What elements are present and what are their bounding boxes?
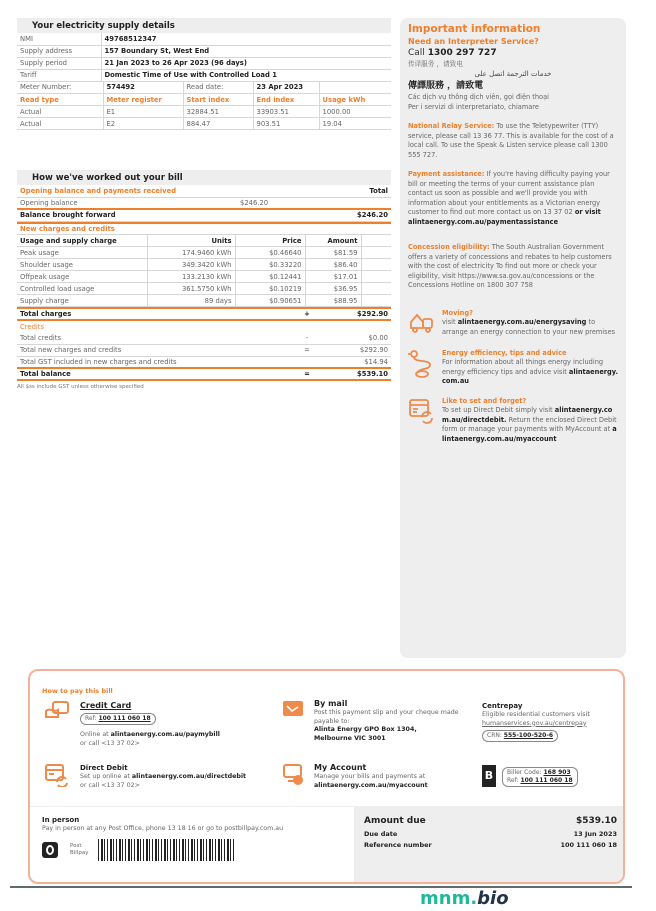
tip-energy-efficiency (408, 349, 618, 387)
tip-link[interactable]: alintaenergy.com.au/myaccount (442, 425, 617, 443)
direct-debit-phone: or call <13 37 02> (80, 781, 140, 789)
cell: $0.90651 (235, 295, 305, 307)
cell: Total GST included in new charges and credits (17, 356, 287, 368)
total-balance-value: $539.10 (327, 368, 391, 380)
cell: $17.01 (305, 271, 361, 283)
tip-text: For information about all things energy including energy efficiency tips and advice visit (442, 358, 604, 376)
supply-details-table (17, 33, 391, 82)
relay-title: National Relay Service: (408, 122, 495, 130)
meter-number-value: 574492 (103, 82, 183, 94)
call-prefix: Call (408, 48, 425, 58)
bill-calculation-heading: How we've worked out your bill (17, 170, 391, 185)
table-row (17, 197, 391, 209)
total-header: Total (327, 185, 391, 197)
total-balance-row (17, 368, 391, 380)
table-header-row (17, 320, 391, 332)
charge-columns-row (17, 235, 391, 247)
tip-title: Moving? (442, 308, 473, 317)
credit-card-option (44, 701, 269, 748)
cell: E1 (103, 106, 183, 118)
cell: 33903.51 (253, 106, 319, 118)
tip-direct-debit (408, 397, 618, 445)
relay-text: To use the Teletypewriter (TTY) service, please call 13 36 77. This is available for the cost of a local call. To use the Speak & Listen service please call 1300 555 727. (408, 122, 614, 159)
bpay-logo: B (482, 765, 496, 787)
column-header: Read type (17, 94, 103, 106)
by-mail-option (282, 699, 470, 743)
watermark-part1: mnm. (420, 888, 478, 909)
directdebit-link[interactable]: alintaenergy.com.au/directdebit (131, 773, 247, 780)
charge-row (17, 271, 391, 283)
in-person-option (42, 815, 342, 861)
column-header: End index (253, 94, 319, 106)
operator: = (287, 344, 327, 356)
tip-link[interactable]: alintaenergy.com.au (442, 367, 618, 385)
column-header: Price (235, 235, 305, 247)
cell: 32884.51 (183, 106, 253, 118)
credit-row (17, 344, 391, 356)
brought-forward-label: Balance brought forward (17, 209, 237, 221)
row-label: Tariff (17, 69, 101, 81)
concession-text: The South Australian Government offers a variety of concessions and rebates to help customers with the cost of electricity To find out more or check your eligibility, visit https://www.sa.gov.au/concessions or the Concessions Hotline on 1800 307 758 (408, 243, 612, 289)
tip-title: Energy efficiency, tips and advice (442, 348, 567, 357)
empty-cell (361, 295, 391, 307)
empty-cell (361, 283, 391, 295)
cell: Total new charges and credits (17, 344, 287, 356)
by-mail-title: By mail (314, 699, 348, 708)
cell: $36.95 (305, 283, 361, 295)
credit-card-icon (44, 701, 70, 719)
plug-icon (408, 349, 442, 387)
supply-address-value: 157 Boundary St, West End (101, 45, 391, 57)
meter-number-label: Meter Number: (17, 82, 103, 94)
tip-link[interactable]: alintaenergy.com.au/energysaving (457, 318, 587, 326)
cell: Controlled load usage (17, 283, 147, 295)
biller-code: 168 903 (543, 769, 571, 776)
cell: Shoulder usage (17, 259, 147, 271)
crn-label: CRN: (487, 732, 502, 739)
moving-truck-icon (408, 309, 442, 339)
opening-header: Opening balance and payments received (17, 185, 237, 197)
my-account-icon (282, 763, 306, 787)
cell: $0.00 (327, 332, 391, 344)
cell: 361.5750 kWh (147, 283, 235, 295)
opening-balance-label: Opening balance (17, 197, 237, 209)
empty-cell (361, 247, 391, 259)
my-account-title: My Account (314, 763, 367, 772)
amount-due-row (364, 815, 617, 827)
cell: Actual (17, 118, 103, 130)
direct-debit-text: Set up online at (80, 773, 130, 780)
my-account-text: Manage your bills and payments at (314, 773, 426, 780)
empty-cell (319, 82, 391, 94)
empty-cell (237, 209, 327, 221)
watermark (420, 889, 509, 909)
payment-assistance-title: Payment assistance: (408, 170, 485, 178)
direct-debit-option (44, 763, 269, 790)
important-info-panel (400, 18, 626, 658)
due-date-label: Due date (364, 830, 398, 838)
reference-value: 100 111 060 18 (560, 841, 617, 849)
opening-balance-table (17, 185, 391, 222)
by-mail-text: Post this payment slip and your cheque made payable to: (314, 709, 459, 725)
table-row (17, 106, 391, 118)
cell: 133.2130 kWh (147, 271, 235, 283)
vietnamese-text: Các dịch vụ thông dịch viên, gọi điện thoại (408, 93, 549, 101)
row-label: Supply address (17, 45, 101, 57)
operator: = (287, 368, 327, 380)
cell: Peak usage (17, 247, 147, 259)
info-title: Important information (408, 23, 541, 35)
concession-paragraph (408, 243, 618, 291)
read-date-label: Read date: (183, 82, 253, 94)
due-date-value: 13 Jun 2023 (573, 830, 617, 838)
mail-address-line1: Alinta Energy GPO Box 1304, (314, 726, 417, 733)
slip-bottom-section (30, 806, 623, 884)
supply-details-heading: Your electricity supply details (17, 18, 391, 33)
cell: 884.47 (183, 118, 253, 130)
row-label: NMI (17, 33, 101, 45)
chinese-traditional: 傳譯服務 ，請致電 (408, 81, 484, 91)
crn-value: 555-100-520-6 (503, 732, 554, 739)
charge-row (17, 259, 391, 271)
postbillpay-label: Post (70, 842, 82, 849)
reference-label: Reference number (364, 841, 432, 849)
relay-service-paragraph (408, 122, 618, 160)
cell: Total credits (17, 332, 287, 344)
column-header: Meter register (103, 94, 183, 106)
brought-forward-value: $246.20 (327, 209, 391, 221)
concession-title: Concession eligibility: (408, 243, 490, 251)
supply-period-value: 21 Jan 2023 to 26 Apr 2023 (96 days) (101, 57, 391, 69)
opening-balance-value: $246.20 (237, 197, 327, 209)
table-header-row (17, 94, 391, 106)
column-header: Amount (305, 235, 361, 247)
table-row (17, 118, 391, 130)
total-balance-label: Total balance (17, 368, 287, 380)
due-date-row (364, 830, 617, 839)
tip-title: Like to set and forget? (442, 396, 527, 405)
reference-row (364, 841, 617, 850)
arabic-text: خدمات الترجمة اتصل على (474, 70, 552, 78)
empty-cell (361, 271, 391, 283)
payment-slip (28, 669, 625, 884)
bottom-divider (10, 886, 632, 888)
charge-row (17, 283, 391, 295)
cell: 903.51 (253, 118, 319, 130)
total-charges-row (17, 308, 391, 320)
gst-footnote: All $ss include GST unless otherwise specified (17, 384, 144, 390)
table-row (17, 82, 391, 94)
bpay-ref-label: Ref: (507, 777, 519, 784)
cell: $88.95 (305, 295, 361, 307)
tip-text: visit (442, 318, 456, 326)
tip-link[interactable]: alintaenergy.com.au/directdebit. (442, 406, 613, 424)
bill-calculation-section (17, 170, 391, 390)
table-row (17, 57, 391, 69)
cell: $86.40 (305, 259, 361, 271)
bpay-option (482, 765, 620, 787)
totals-table (17, 307, 391, 381)
cell: E2 (103, 118, 183, 130)
bpay-ref: 100 111 060 18 (520, 777, 573, 784)
table-row (17, 45, 391, 57)
centrepay-option (482, 701, 620, 742)
cell: $0.12441 (235, 271, 305, 283)
in-person-text: Pay in person at any Post Office, phone 13 18 16 or go to postbillpay.com.au (42, 825, 284, 832)
interpreter-call (408, 47, 618, 59)
amount-due-value: $539.10 (576, 816, 617, 826)
centrepay-title: Centrepay (482, 702, 523, 710)
cell: Supply charge (17, 295, 147, 307)
cell: Offpeak usage (17, 271, 147, 283)
my-account-option (282, 763, 470, 790)
mail-icon (282, 699, 306, 719)
credit-row (17, 356, 391, 368)
meter-reads-table (17, 82, 391, 131)
cell: $0.10219 (235, 283, 305, 295)
empty-cell (361, 259, 391, 271)
charge-row (17, 295, 391, 307)
amount-due-label: Amount due (364, 816, 426, 826)
operator (287, 356, 327, 368)
credit-card-phone: or call <13 37 02> (80, 739, 140, 747)
postbillpay-label: Billpay (70, 849, 89, 856)
column-header: Units (147, 235, 235, 247)
interpreter-question: Need an Interpreter Service? (408, 37, 539, 46)
centrepay-link[interactable]: humanservices.gov.au/centrepay (482, 719, 587, 727)
tip-text: to arrange an energy connection to your new premises (442, 318, 616, 336)
table-row (17, 33, 391, 45)
empty-cell (327, 197, 391, 209)
charge-row (17, 247, 391, 259)
table-row (17, 209, 391, 221)
credit-card-ref-pill (80, 713, 156, 725)
cell: $0.46640 (235, 247, 305, 259)
crn-pill (482, 730, 558, 742)
ref-label: Ref: (85, 715, 97, 722)
table-header-row (17, 185, 391, 197)
total-charges-label: Total charges (17, 308, 287, 320)
total-charges-value: $292.90 (327, 308, 391, 320)
empty-cell (361, 235, 391, 247)
interpreter-phone[interactable]: 1300 297 727 (427, 48, 497, 58)
cell: $292.90 (327, 344, 391, 356)
myaccount-link[interactable]: alintaenergy.com.au/myaccount (314, 781, 428, 789)
cell: 174.9460 kWh (147, 247, 235, 259)
credits-header: Credits (20, 322, 44, 331)
column-header: Start index (183, 94, 253, 106)
operator: + (287, 308, 327, 320)
cell: 349.3420 kWh (147, 259, 235, 271)
centrepay-text: Eligible residential customers visit (482, 711, 590, 718)
barcode (98, 839, 236, 861)
direct-debit-title: Direct Debit (80, 764, 128, 772)
row-label: Supply period (17, 57, 101, 69)
payment-assistance-link[interactable]: or visit alintaenergy.com.au/paymentassistance (408, 208, 601, 226)
tip-text: To set up Direct Debit simply visit (442, 406, 553, 414)
postbillpay-logo (42, 842, 58, 858)
biller-label: Biller Code: (507, 769, 542, 776)
direct-debit-icon (408, 397, 442, 445)
credit-card-ref: 100 111 060 18 (98, 715, 151, 722)
cell: Actual (17, 106, 103, 118)
table-header-row (17, 223, 391, 235)
operator: - (287, 332, 327, 344)
credit-card-text: Online at (80, 731, 109, 738)
table-row (17, 69, 391, 81)
cell: $14.94 (327, 356, 391, 368)
cell: $0.33220 (235, 259, 305, 271)
charges-table (17, 222, 391, 308)
cell: 1000.00 (319, 106, 391, 118)
amount-due-box (354, 807, 625, 884)
column-header: Usage and supply charge (17, 235, 147, 247)
payment-assistance-paragraph (408, 170, 618, 227)
read-date-value: 23 Apr 2023 (253, 82, 319, 94)
empty-cell (237, 185, 327, 197)
credit-row (17, 332, 391, 344)
payment-assistance-text: If you're having difficulty paying your bill or meeting the terms of your current assistance plan contact us soon as possible and we'll provide you with information about your entitlements as a Victorian energy customer to find out more contact us on 13 37 02 (408, 170, 610, 216)
tip-moving (408, 309, 618, 339)
italian-text: Per i servizi di interpretariato, chiamare (408, 103, 539, 111)
new-charges-header: New charges and credits (17, 223, 391, 235)
direct-debit-icon (44, 763, 70, 787)
column-header: Usage kWh (319, 94, 391, 106)
cell: 19.04 (319, 118, 391, 130)
chinese-simplified: 传译服务 ，请致电 (408, 60, 463, 68)
left-column (17, 18, 391, 390)
paymybill-link[interactable]: alintaenergy.com.au/paymybill (110, 731, 220, 738)
bpay-pill (502, 767, 578, 787)
credit-card-title: Credit Card (80, 701, 132, 710)
watermark-part2: bio (477, 888, 509, 909)
cell: 89 days (147, 295, 235, 307)
tip-text: Return the enclosed Direct Debit form or manage your payments with MyAccount at (442, 415, 617, 433)
mail-address-line2: Melbourne VIC 3001 (314, 734, 386, 742)
nmi-value: 49768512347 (101, 33, 391, 45)
cell: $81.59 (305, 247, 361, 259)
how-to-pay-title: How to pay this bill (42, 687, 113, 695)
in-person-title: In person (42, 816, 80, 824)
tariff-value: Domestic Time of Use with Controlled Load 1 (101, 69, 391, 81)
